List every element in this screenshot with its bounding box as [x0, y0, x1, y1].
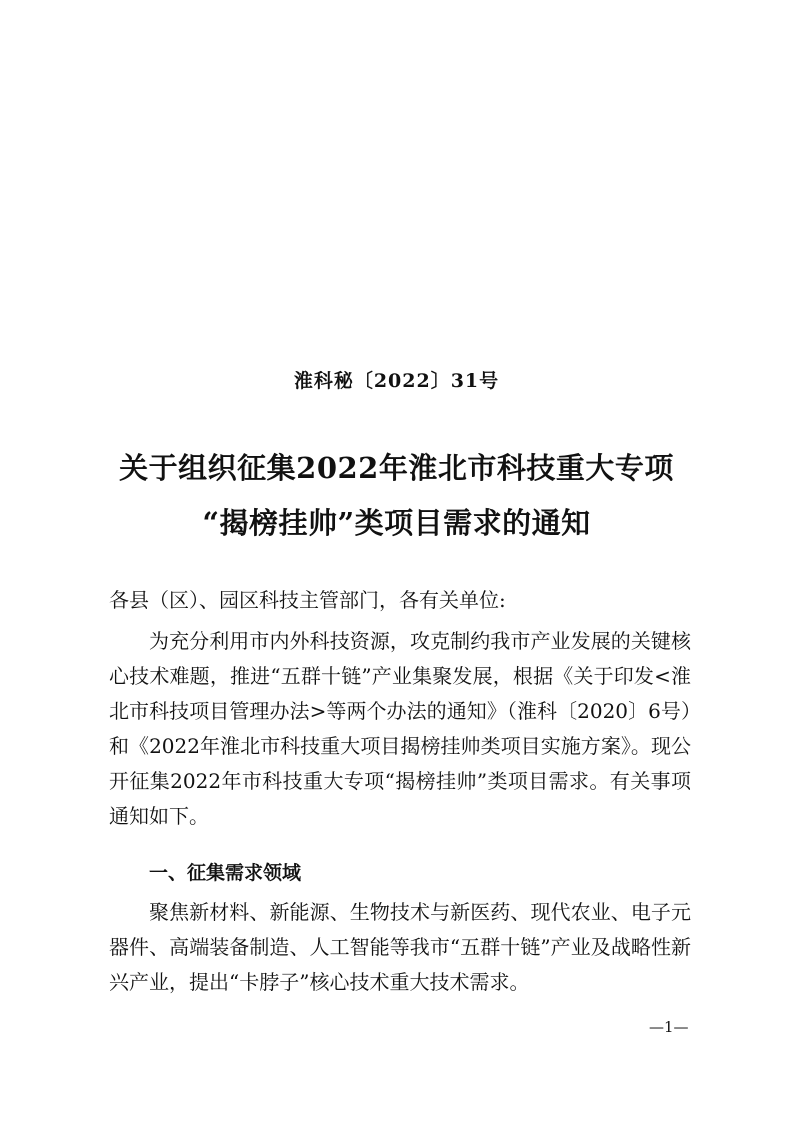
document-number: 淮科秘〔2022〕31号 — [293, 370, 500, 392]
document-title-line-2: “揭榜挂帅”类项目需求的通知 — [202, 506, 591, 540]
document-title-line-1: 关于组织征集2022年淮北市科技重大专项 — [119, 451, 674, 485]
section-heading-1: 一、征集需求领域 — [149, 862, 302, 884]
body-paragraph-2: 聚焦新材料、新能源、生物技术与新医药、现代农业、电子元器件、高端装备制造、人工智能等我市“五群十链”产业及战略性新兴产业，提出“卡脖子”核心技术重大技术需求。 — [109, 900, 691, 994]
page-number: —1— — [649, 1018, 689, 1036]
salutation: 各县（区）、园区科技主管部门，各有关单位: — [109, 588, 506, 612]
body-paragraph-1: 为充分利用市内外科技资源，攻克制约我市产业发展的关键核心技术难题，推进“五群十链”产业集聚发展，根据《关于印发<淮北市科技项目管理办法>等两个办法的通知》（淮科〔2020〕6号）和《2022年淮北市科技重大项目揭榜挂帅类项目实施方案》。现公开征集2022年市科技重大专项“揭榜挂帅”类项目需求。有关事项通知如下。 — [109, 629, 691, 828]
